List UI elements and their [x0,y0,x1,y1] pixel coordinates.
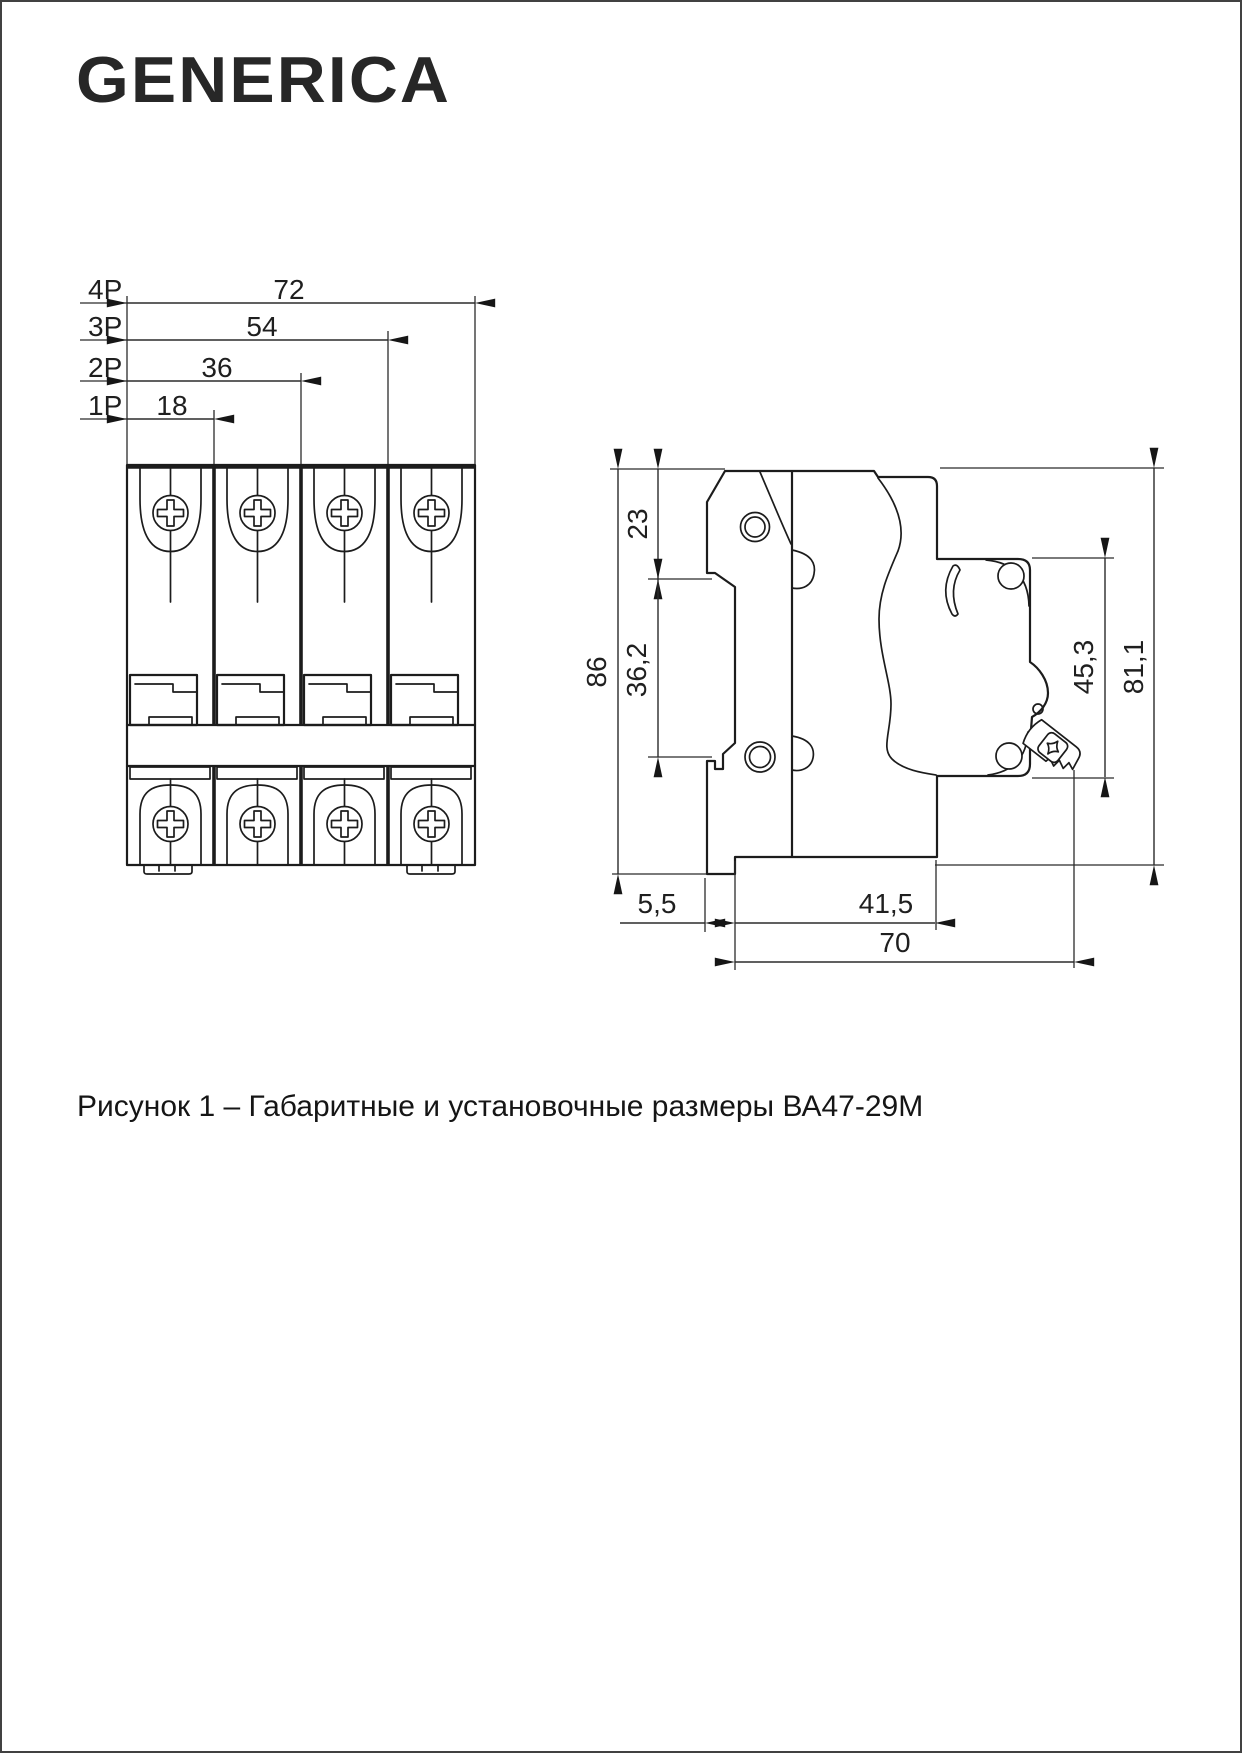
side-view [707,471,1085,874]
dim-86-label: 86 [581,656,612,688]
front-view [127,465,475,874]
dim-54-label: 54 [246,311,278,342]
dim-41-5-label: 41,5 [858,888,914,919]
pole-label-1p: 1P [88,390,123,421]
dim-72-label: 72 [273,274,305,305]
dim-18-label: 18 [156,390,188,421]
dim-45-3-label: 45,3 [1068,639,1099,695]
flange-hole-top [998,563,1024,589]
dim-81-1-label: 81,1 [1118,639,1149,695]
dim-5-5-label: 5,5 [637,888,677,919]
pole-label-2p: 2P [88,352,123,383]
front-view-dimensions [80,274,475,464]
dim-36-2-label: 36,2 [621,642,652,698]
pole-label-4p: 4P [88,274,123,305]
flange-hole-bottom [996,743,1022,769]
figure-caption: Рисунок 1 – Габаритные и установочные размеры ВА47-29М [77,1090,924,1123]
dim-70-label: 70 [879,927,911,958]
technical-drawing [2,2,1242,1753]
dim-23-label: 23 [622,508,653,540]
brand-logo: GENERICA [76,43,452,117]
dim-36-label: 36 [201,352,233,383]
pole-label-3p: 3P [88,311,123,342]
